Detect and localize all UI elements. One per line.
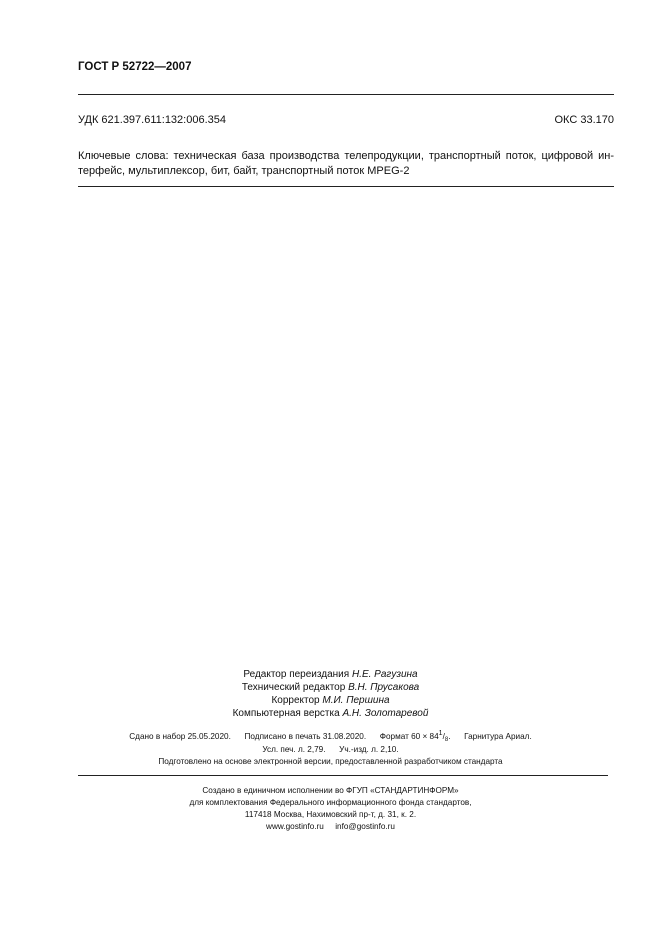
publication-line-1 (0, 731, 661, 744)
publisher-footer (0, 785, 661, 833)
credit-role: Компьютерная верстка (232, 708, 340, 719)
footer-line-2: для комплектования Федерального информационного фонда стандартов, (189, 798, 472, 807)
document-number: ГОСТ Р 52722—2007 (78, 61, 192, 73)
footer-line-3: 117418 Москва, Нахимовский пр-т, д. 31, к. 2. (244, 810, 417, 819)
credit-tech-editor (0, 681, 661, 694)
publication-line-2 (0, 744, 661, 756)
publication-sheets: Уч.-изд. л. 2,10. (339, 745, 399, 754)
sent-date: Сдано в набор 25.05.2020. (129, 732, 231, 741)
keywords-line-2: терфейс, мультиплексор, бит, байт, транспортный поток MPEG-2 (78, 165, 410, 177)
credit-role: Технический редактор (241, 682, 346, 693)
divider-keywords (78, 186, 614, 187)
udk-code: УДК 621.397.611:132:006.354 (78, 114, 226, 126)
divider-top (78, 94, 614, 95)
footer-line-1: Создано в единичном исполнении во ФГУП «СТАНДАРТИНФОРМ» (202, 786, 459, 795)
oks-code: ОКС 33.170 (554, 114, 614, 126)
publication-line-3: Подготовлено на основе электронной версии, предоставленной разработчиком стандарта (158, 757, 503, 766)
publication-info (0, 731, 661, 768)
credit-name: М.И. Першина (322, 695, 390, 706)
credit-name: В.Н. Прусакова (348, 682, 420, 693)
signed-date: Подписано в печать 31.08.2020. (244, 732, 367, 741)
website-link[interactable]: www.gostinfo.ru (266, 822, 324, 831)
font-info: Гарнитура Ариал. (464, 732, 532, 741)
credit-name: А.Н. Золотаревой (342, 708, 429, 719)
credit-editor (0, 668, 661, 681)
credit-layout (0, 707, 661, 720)
divider-bottom (78, 775, 608, 776)
keywords-paragraph (78, 149, 614, 179)
keywords-line-1: Ключевые слова: техническая база производства телепродукции, транспортный поток, цифровой ин- (78, 150, 614, 162)
credit-proofreader (0, 694, 661, 707)
format-info: Формат $60 \times 841/_8$. (379, 730, 451, 743)
credits-block (0, 668, 661, 720)
credit-role: Корректор (271, 695, 320, 706)
print-sheets: Усл. печ. л. 2,79. (262, 745, 326, 754)
credit-name: Н.Е. Рагузина (351, 669, 418, 680)
email-link[interactable]: info@gostinfo.ru (335, 822, 395, 831)
footer-contacts (0, 821, 661, 833)
credit-role: Редактор переиздания (243, 669, 350, 680)
